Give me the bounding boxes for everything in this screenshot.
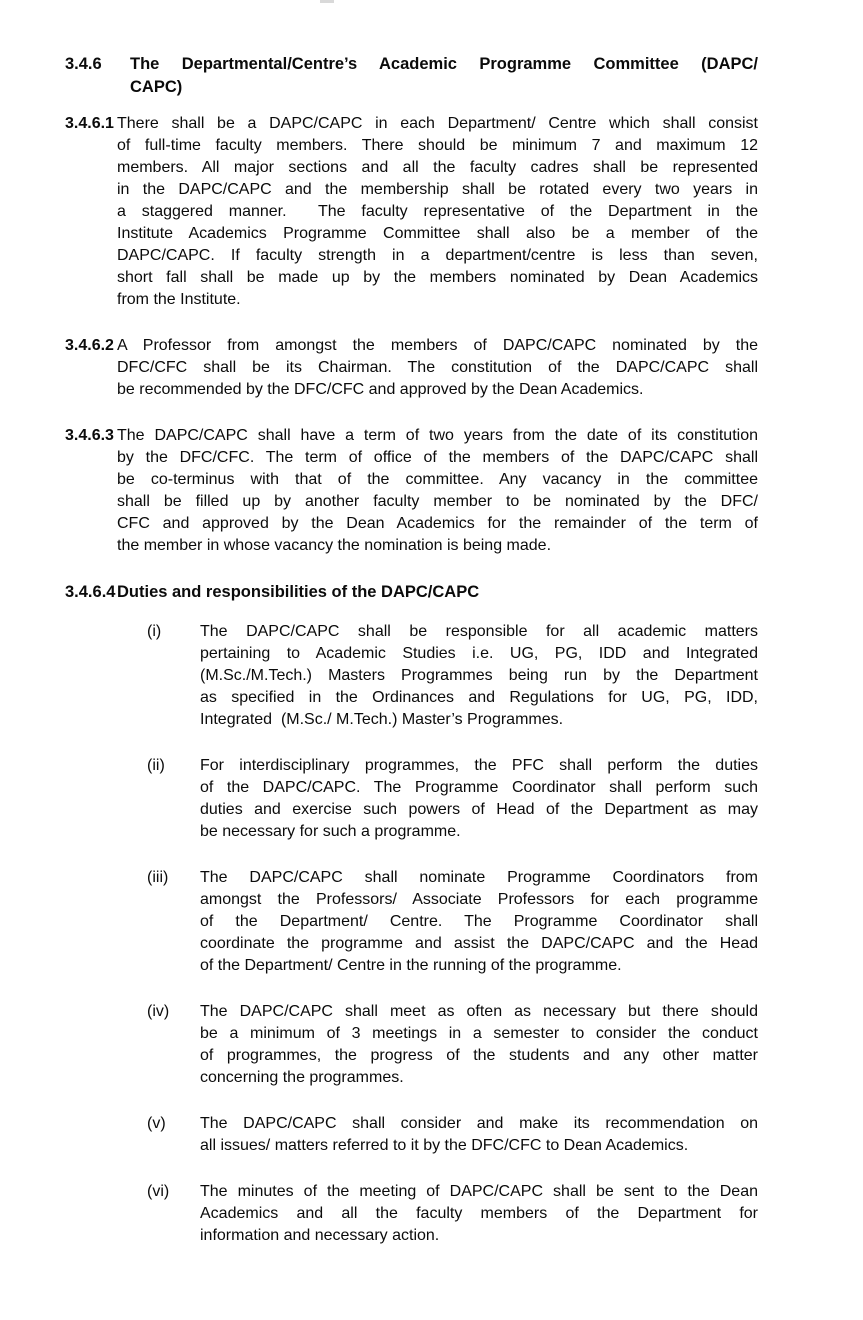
text-line: short fall shall be made up by the members nominated by Dean Academics xyxy=(117,269,758,286)
section-3.4.6.1 xyxy=(65,113,863,311)
text-line: of the Department/ Centre. The Programme Coordinator shall xyxy=(200,913,758,930)
list-item-marker: (ii) xyxy=(147,757,165,774)
text-line: The DAPC/CAPC shall have a term of two years from the date of its constitution xyxy=(117,427,758,444)
scan-artifact xyxy=(320,0,334,3)
text-line: be necessary for such a programme. xyxy=(200,823,461,840)
text-line: DAPC/CAPC. If faculty strength in a department/centre is less than seven, xyxy=(117,247,758,264)
list-item-i xyxy=(147,621,863,731)
list-item-marker: (i) xyxy=(147,623,162,640)
list-item-vi xyxy=(147,1181,863,1247)
section-body xyxy=(117,335,758,401)
list-item-body xyxy=(200,621,758,731)
list-item-v xyxy=(147,1113,863,1157)
section-3.4.6.2 xyxy=(65,335,863,401)
text-line: The DAPC/CAPC shall meet as often as necessary but there should xyxy=(200,1003,758,1020)
text-line: all issues/ matters referred to it by the DFC/CFC to Dean Academics. xyxy=(200,1137,689,1154)
text-line: pertaining to Academic Studies i.e. UG, PG, IDD and Integrated xyxy=(200,645,758,662)
text-line: There shall be a DAPC/CAPC in each Department/ Centre which shall consist xyxy=(117,115,758,132)
list-item-marker: (v) xyxy=(147,1115,166,1132)
text-line: of full-time faculty members. There should be minimum 7 and maximum 12 xyxy=(117,137,758,154)
list-item-marker: (vi) xyxy=(147,1183,170,1200)
text-line: Academics and all the faculty members of the Department for xyxy=(200,1205,758,1222)
text-line: DFC/CFC shall be its Chairman. The constitution of the DAPC/CAPC shall xyxy=(117,359,758,376)
text-line: in the DAPC/CAPC and the membership shall be rotated every two years in xyxy=(117,181,758,198)
section-number: 3.4.6 xyxy=(65,55,102,73)
text-line: a staggered manner. The faculty representative of the Department in the xyxy=(117,203,758,220)
text-line: coordinate the programme and assist the DAPC/CAPC and the Head xyxy=(200,935,758,952)
section-number: 3.4.6.1 xyxy=(65,115,114,132)
text-line: as specified in the Ordinances and Regulations for UG, PG, IDD, xyxy=(200,689,758,706)
text-line: The Departmental/Centre’s Academic Programme Committee (DAPC/ xyxy=(130,55,758,73)
text-line: by the DFC/CFC. The term of office of the members of the DAPC/CAPC shall xyxy=(117,449,758,466)
section-number: 3.4.6.4 xyxy=(65,583,116,601)
text-line: The minutes of the meeting of DAPC/CAPC shall be sent to the Dean xyxy=(200,1183,758,1200)
text-line: A Professor from amongst the members of DAPC/CAPC nominated by the xyxy=(117,337,758,354)
section-3.4.6.4 xyxy=(65,581,863,603)
duties-list xyxy=(0,621,863,1247)
text-line: Integrated (M.Sc./ M.Tech.) Master’s Programmes. xyxy=(200,711,564,728)
text-line: amongst the Professors/ Associate Professors for each programme xyxy=(200,891,758,908)
list-item-body xyxy=(200,755,758,843)
text-line: Duties and responsibilities of the DAPC/CAPC xyxy=(117,583,480,601)
section-3.4.6 xyxy=(65,53,863,99)
text-line: the member in whose vacancy the nomination is being made. xyxy=(117,537,552,554)
section-number: 3.4.6.3 xyxy=(65,427,114,444)
text-line: be a minimum of 3 meetings in a semester to consider the conduct xyxy=(200,1025,758,1042)
text-line: (M.Sc./M.Tech.) Masters Programmes being run by the Department xyxy=(200,667,758,684)
list-item-body xyxy=(200,1113,758,1157)
text-line: The DAPC/CAPC shall nominate Programme Coordinators from xyxy=(200,869,758,886)
list-item-iii xyxy=(147,867,863,977)
text-line: CAPC) xyxy=(130,78,183,96)
text-line: concerning the programmes. xyxy=(200,1069,404,1086)
text-line: be co-terminus with that of the committee. Any vacancy in the committee xyxy=(117,471,758,488)
text-line: duties and exercise such powers of Head of the Department as may xyxy=(200,801,758,818)
section-body xyxy=(117,113,758,311)
list-item-body xyxy=(200,1181,758,1247)
list-item-marker: (iii) xyxy=(147,869,169,886)
section-3.4.6.3 xyxy=(65,425,863,557)
list-item-body xyxy=(200,867,758,977)
text-line: of programmes, the progress of the students and any other matter xyxy=(200,1047,758,1064)
text-line: from the Institute. xyxy=(117,291,241,308)
sections-container xyxy=(0,53,863,603)
text-line: Institute Academics Programme Committee shall also be a member of the xyxy=(117,225,758,242)
list-item-ii xyxy=(147,755,863,843)
text-line: The DAPC/CAPC shall consider and make its recommendation on xyxy=(200,1115,758,1132)
list-item-marker: (iv) xyxy=(147,1003,170,1020)
text-line: information and necessary action. xyxy=(200,1227,440,1244)
section-number: 3.4.6.2 xyxy=(65,337,114,354)
section-body xyxy=(117,581,758,603)
text-line: For interdisciplinary programmes, the PFC shall perform the duties xyxy=(200,757,758,774)
text-line: of the Department/ Centre in the running of the programme. xyxy=(200,957,622,974)
text-line: be recommended by the DFC/CFC and approved by the Dean Academics. xyxy=(117,381,644,398)
list-item-iv xyxy=(147,1001,863,1089)
text-line: of the DAPC/CAPC. The Programme Coordinator shall perform such xyxy=(200,779,758,796)
text-line: The DAPC/CAPC shall be responsible for all academic matters xyxy=(200,623,758,640)
text-line: members. All major sections and all the faculty cadres shall be represented xyxy=(117,159,758,176)
section-body xyxy=(117,425,758,557)
text-line: shall be filled up by another faculty member to be nominated by the DFC/ xyxy=(117,493,758,510)
section-body xyxy=(130,53,758,99)
list-item-body xyxy=(200,1001,758,1089)
text-line: CFC and approved by the Dean Academics for the remainder of the term of xyxy=(117,515,758,532)
